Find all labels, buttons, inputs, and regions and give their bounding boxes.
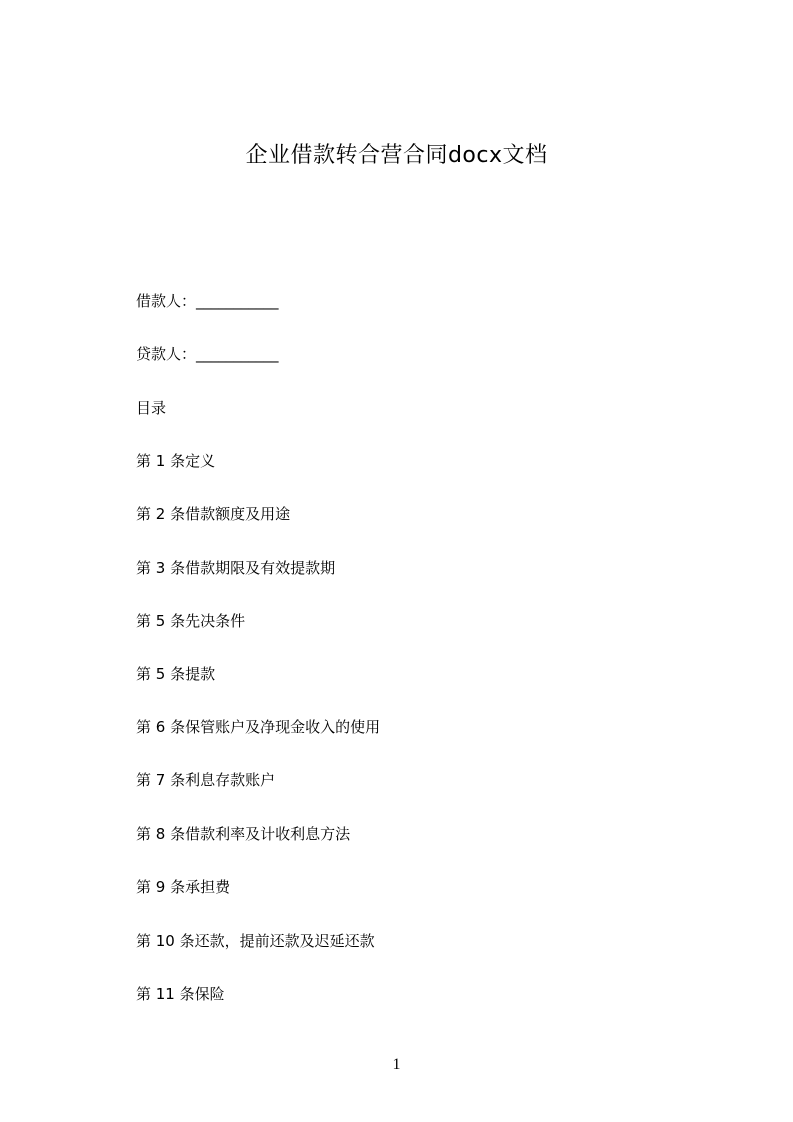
borrower-line: 借款人：___________ [136, 292, 279, 310]
toc-item: 第 7 条利息存款账户 [136, 771, 276, 789]
toc-item: 第 9 条承担费 [136, 878, 231, 896]
lender-line: 贷款人：___________ [136, 345, 279, 363]
toc-item: 第 11 条保险 [136, 985, 225, 1003]
toc-item: 第 5 条先决条件 [136, 612, 246, 630]
toc-item: 第 10 条还款，提前还款及迟延还款 [136, 932, 375, 950]
toc-item: 第 5 条提款 [136, 665, 216, 683]
toc-heading: 目录 [136, 399, 167, 417]
toc-item: 第 1 条定义 [136, 452, 216, 470]
toc-item: 第 6 条保管账户及净现金收入的使用 [136, 718, 381, 736]
toc-item: 第 8 条借款利率及计收利息方法 [136, 825, 351, 843]
toc-item: 第 3 条借款期限及有效提款期 [136, 559, 336, 577]
page-title: 企业借款转合营合同docx文档 [245, 143, 548, 168]
page-number: 1 [392, 1056, 401, 1073]
toc-item: 第 2 条借款额度及用途 [136, 505, 291, 523]
